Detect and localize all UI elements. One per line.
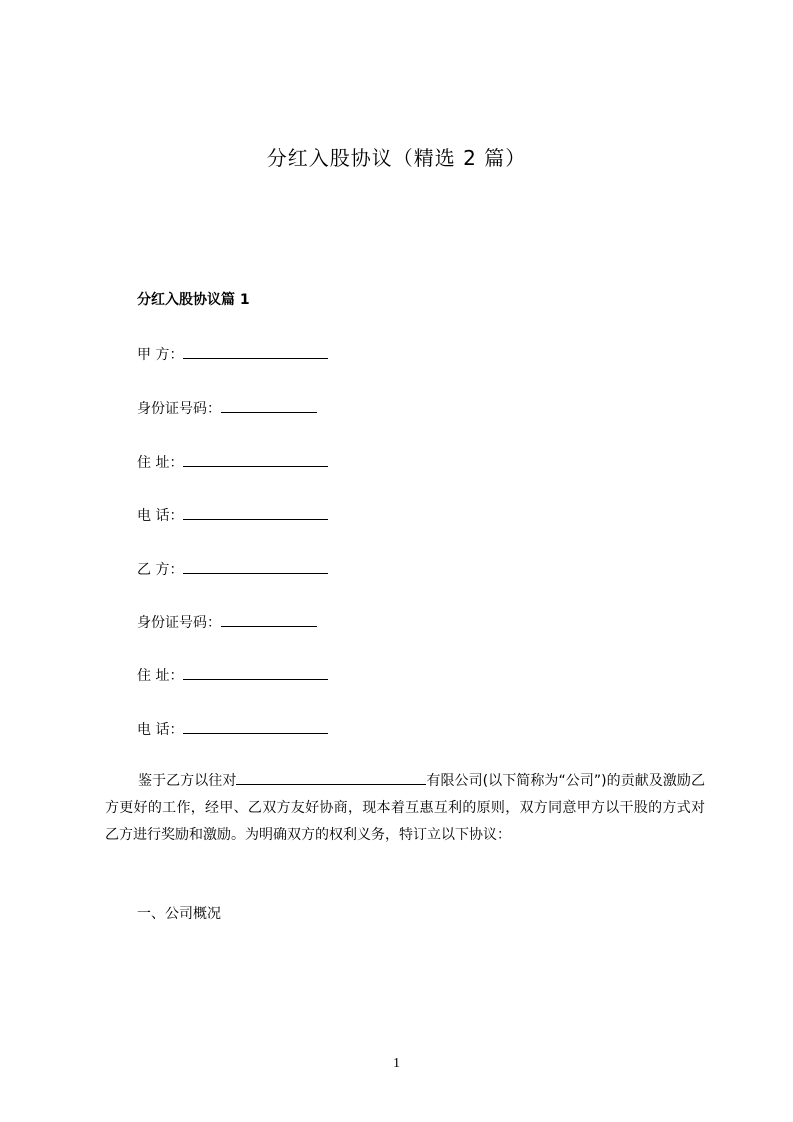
- party-a-address-blank: [183, 452, 328, 467]
- company-overview-heading: 一、公司概况: [137, 906, 221, 922]
- party-b-address-blank: [183, 665, 328, 680]
- party-b-id-label: 身份证号码：: [137, 615, 221, 631]
- preamble-paragraph: [105, 768, 705, 849]
- party-a-name-field: [137, 344, 328, 365]
- party-a-id-blank: [221, 398, 317, 413]
- party-b-name-label: 乙 方：: [137, 562, 184, 578]
- company-name-blank: [236, 770, 426, 785]
- preamble-text-start: 鉴于乙方以往对: [138, 773, 237, 789]
- party-b-phone-blank: [183, 719, 328, 734]
- party-b-name-blank: [183, 559, 328, 574]
- party-a-name-label: 甲 方：: [137, 347, 184, 363]
- party-a-id-field: [137, 398, 317, 419]
- party-b-name-field: [137, 559, 328, 580]
- preamble-text-end: 有限公司(以下简称为“公司”)的贡献及激励乙方更好的工作，经甲、乙双方友好协商，现本着互惠互利的原则，双方同意甲方以干股的方式对乙方进行奖励和激励。为明确双方的权利义务，特订立以下协议：: [105, 773, 705, 843]
- party-b-phone-label: 电 话：: [137, 722, 184, 738]
- party-a-phone-field: [137, 505, 328, 526]
- page-number: 1: [393, 1056, 400, 1071]
- party-b-phone-field: [137, 719, 328, 740]
- party-a-address-label: 住 址：: [137, 455, 184, 471]
- party-b-address-label: 住 址：: [137, 668, 184, 684]
- document-title: 分红入股协议（精选 2 篇）: [266, 146, 527, 170]
- party-a-phone-label: 电 话：: [137, 508, 184, 524]
- party-b-id-field: [137, 612, 317, 633]
- party-a-name-blank: [183, 344, 328, 359]
- party-a-id-label: 身份证号码：: [137, 401, 221, 417]
- party-b-address-field: [137, 665, 328, 686]
- section-heading: 分红入股协议篇 1: [137, 292, 250, 308]
- party-b-id-blank: [221, 612, 317, 627]
- party-a-address-field: [137, 452, 328, 473]
- party-a-phone-blank: [183, 505, 328, 520]
